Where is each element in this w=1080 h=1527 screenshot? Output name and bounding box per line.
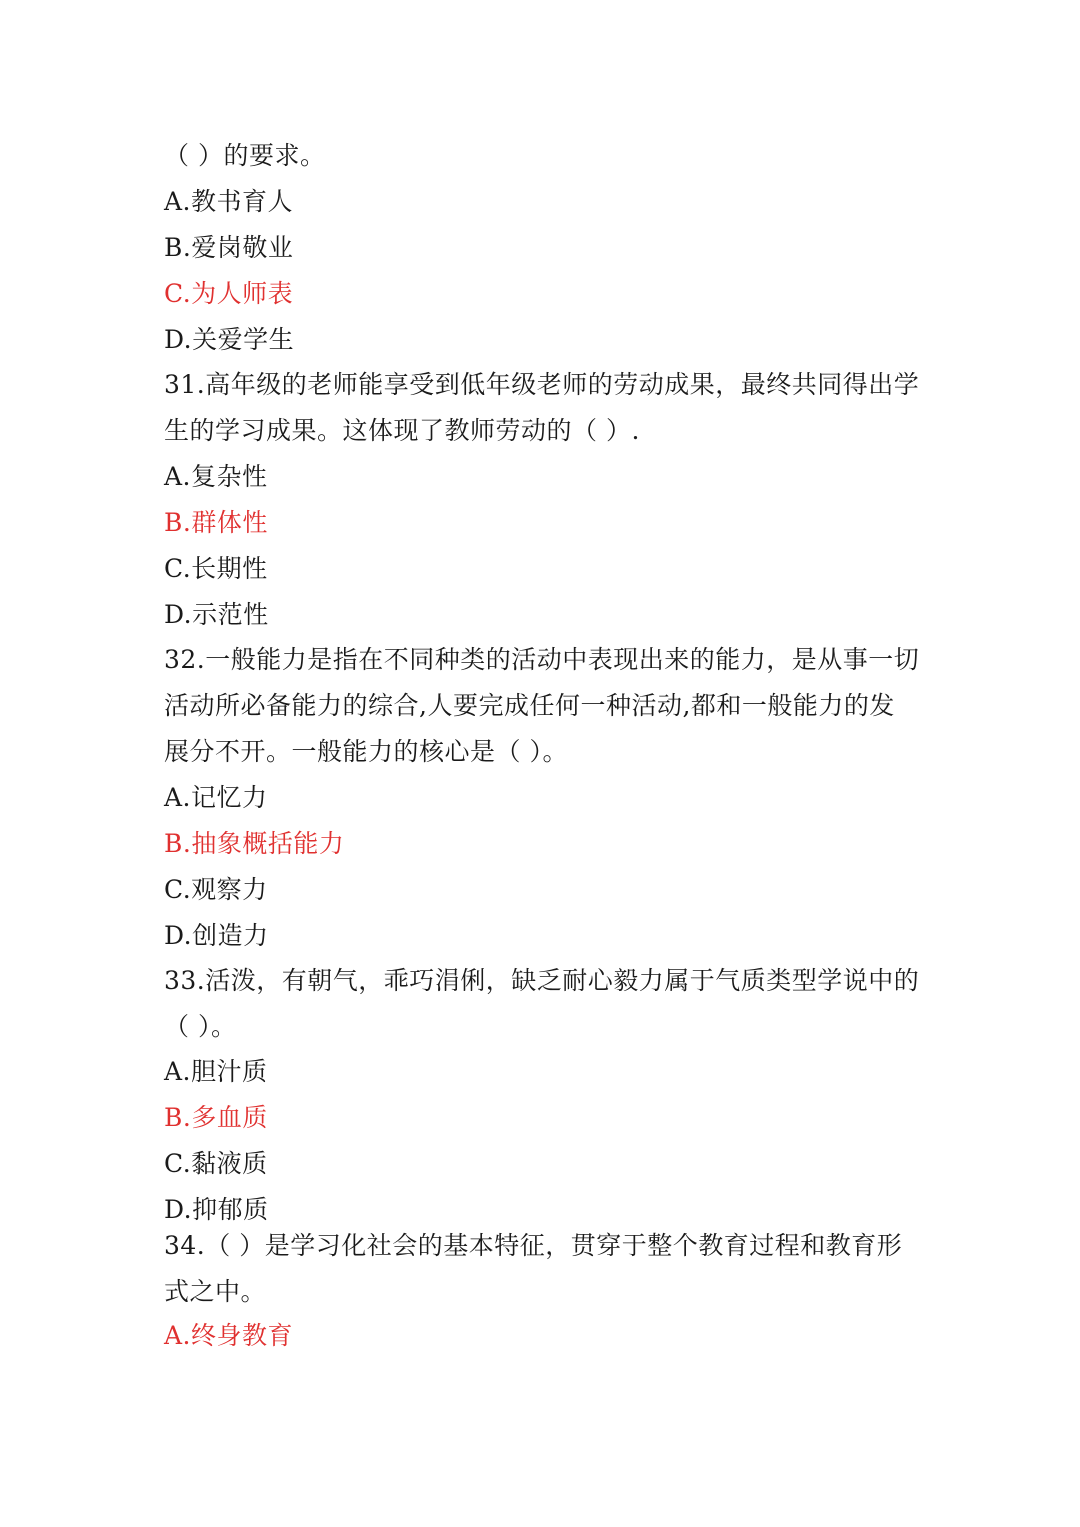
option-30-d: D.关爱学生 bbox=[164, 325, 295, 354]
option-31-c: C.长期性 bbox=[164, 554, 268, 583]
option-33-c: C.黏液质 bbox=[164, 1149, 268, 1178]
option-30-a: A.教书育人 bbox=[164, 187, 294, 216]
question-30-stem-end: （ ）的要求。 bbox=[164, 141, 326, 170]
option-32-a: A.记忆力 bbox=[164, 783, 268, 812]
question-34-stem-line-2: 式之中。 bbox=[164, 1277, 267, 1306]
question-34-stem-line-1: 34.（ ）是学习化社会的基本特征，贯穿于整个教育过程和教育形 bbox=[164, 1231, 903, 1260]
option-32-b-answer: B.抽象概括能力 bbox=[164, 829, 345, 858]
option-31-b-answer: B.群体性 bbox=[164, 508, 268, 537]
question-33-stem-line-2: （ ）。 bbox=[164, 1012, 237, 1041]
option-33-b-answer: B.多血质 bbox=[164, 1103, 268, 1132]
option-30-b: B.爱岗敬业 bbox=[164, 233, 294, 262]
question-32-stem-line-2: 活动所必备能力的综合,人要完成任何一种活动,都和一般能力的发 bbox=[164, 691, 895, 720]
option-32-d: D.创造力 bbox=[164, 921, 269, 950]
option-34-a-answer: A.终身教育 bbox=[164, 1321, 294, 1350]
question-32-stem-line-1: 32.一般能力是指在不同种类的活动中表现出来的能力，是从事一切 bbox=[164, 645, 920, 674]
option-33-a: A.胆汁质 bbox=[164, 1057, 268, 1086]
option-33-d: D.抑郁质 bbox=[164, 1195, 269, 1224]
question-32-stem-line-3: 展分不开。一般能力的核心是（ ）。 bbox=[164, 737, 568, 766]
option-31-a: A.复杂性 bbox=[164, 462, 268, 491]
option-31-d: D.示范性 bbox=[164, 600, 269, 629]
option-30-c-answer: C.为人师表 bbox=[164, 279, 294, 308]
option-32-c: C.观察力 bbox=[164, 875, 268, 904]
question-31-stem-line-1: 31.高年级的老师能享受到低年级老师的劳动成果，最终共同得出学 bbox=[164, 370, 920, 399]
question-33-stem-line-1: 33.活泼，有朝气，乖巧涓俐，缺乏耐心毅力属于气质类型学说中的 bbox=[164, 966, 920, 995]
question-31-stem-line-2: 生的学习成果。这体现了教师劳动的（ ）. bbox=[164, 416, 640, 445]
